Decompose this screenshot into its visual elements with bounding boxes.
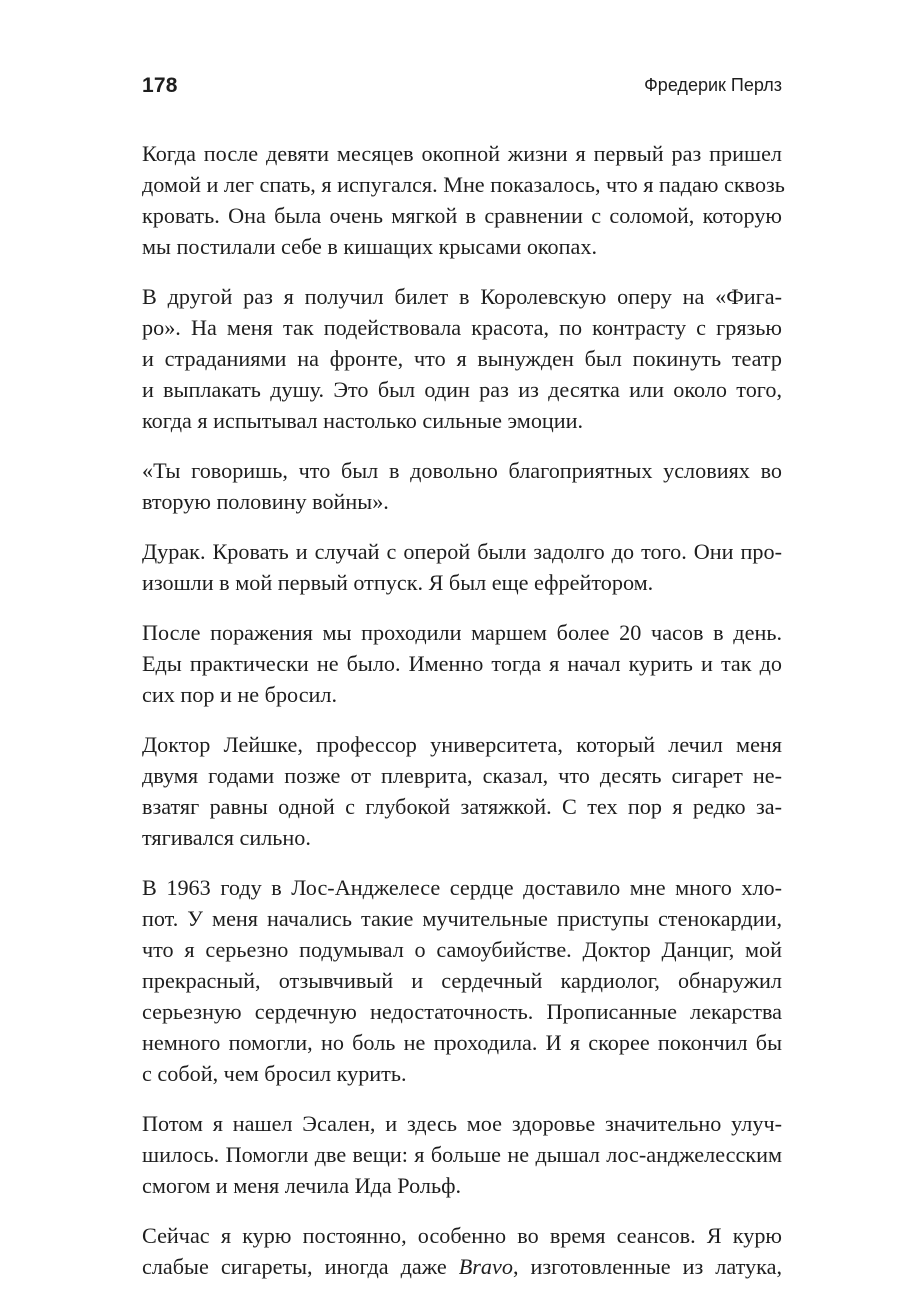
text-line: шилось. Помогли две вещи: я больше не дышал лос-анджелесским: [142, 1142, 782, 1167]
text-line: изошли в мой первый отпуск. Я был еще ефрейтором.: [142, 570, 654, 595]
text-line: тягивался сильно.: [142, 825, 311, 850]
text-line: Еды практически не было. Именно тогда я начал курить и так до: [142, 651, 782, 676]
page-number: 178: [142, 74, 178, 97]
text-line: [142, 1251, 782, 1282]
text-line: вторую половину войны».: [142, 489, 389, 514]
text-run: слабые сигареты, иногда даже: [142, 1254, 459, 1279]
text-line: взатяг равны одной с глубокой затяжкой. С тех пор я редко за-: [142, 794, 782, 819]
text-line: серьезную сердечную недостаточность. Прописанные лекарства: [142, 999, 782, 1024]
running-head-author: Фредерик Перлз: [644, 75, 782, 95]
paragraph: [142, 281, 782, 436]
text-line: пот. У меня начались такие мучительные приступы стенокардии,: [142, 906, 782, 931]
paragraph: [142, 617, 782, 710]
italic-brand-name: Bravo: [458, 1254, 513, 1279]
text-line: и выплакать душу. Это был один раз из десятка или около того,: [142, 377, 782, 402]
text-line: с собой, чем бросил курить.: [142, 1061, 407, 1086]
text-line: В 1963 году в Лос-Анджелесе сердце доставило мне много хло-: [142, 875, 782, 900]
text-line: После поражения мы проходили маршем более 20 часов в день.: [142, 620, 782, 645]
text-line: двумя годами позже от плеврита, сказал, что десять сигарет не-: [142, 763, 782, 788]
text-line: когда я испытывал настолько сильные эмоции.: [142, 408, 584, 433]
text-line: Сейчас я курю постоянно, особенно во время сеансов. Я курю: [142, 1223, 782, 1248]
page-header: [142, 74, 782, 104]
text-line: кровать. Она была очень мягкой в сравнении с соломой, которую: [142, 203, 782, 228]
paragraph: [142, 1220, 782, 1282]
text-line: В другой раз я получил билет в Королевскую оперу на «Фига-: [142, 284, 782, 309]
text-line: ро». На меня так подействовала красота, по контрасту с грязью: [142, 315, 782, 340]
text-run: , изготовленные из латука,: [512, 1254, 782, 1279]
paragraph: [142, 872, 782, 1089]
text-line: Потом я нашел Эсален, и здесь мое здоровье значительно улуч-: [142, 1111, 782, 1136]
paragraph: [142, 455, 782, 517]
text-line: что я серьезно подумывал о самоубийстве. Доктор Данциг, мой: [142, 937, 782, 962]
paragraph: [142, 536, 782, 598]
text-line: смогом и меня лечила Ида Рольф.: [142, 1173, 461, 1198]
paragraph: [142, 1108, 782, 1201]
text-line: мы постилали себе в кишащих крысами окопах.: [142, 234, 598, 259]
text-line: Когда после девяти месяцев окопной жизни я первый раз пришел: [142, 141, 782, 166]
paragraph: [142, 138, 785, 262]
page-body: [142, 138, 785, 1301]
text-line: Дурак. Кровать и случай с оперой были задолго до того. Они про-: [142, 539, 782, 564]
text-line: прекрасный, отзывчивый и сердечный кардиолог, обнаружил: [142, 968, 782, 993]
text-line: и страданиями на фронте, что я вынужден был покинуть театр: [142, 346, 782, 371]
paragraph: [142, 729, 782, 853]
text-line: домой и лег спать, я испугался. Мне показалось, что я падаю сквозь: [142, 172, 785, 197]
text-line: Доктор Лейшке, профессор университета, который лечил меня: [142, 732, 782, 757]
text-line: немного помогли, но боль не проходила. И я скорее покончил бы: [142, 1030, 782, 1055]
text-line: сих пор и не бросил.: [142, 682, 338, 707]
text-line: «Ты говоришь, что был в довольно благоприятных условиях во: [142, 458, 782, 483]
